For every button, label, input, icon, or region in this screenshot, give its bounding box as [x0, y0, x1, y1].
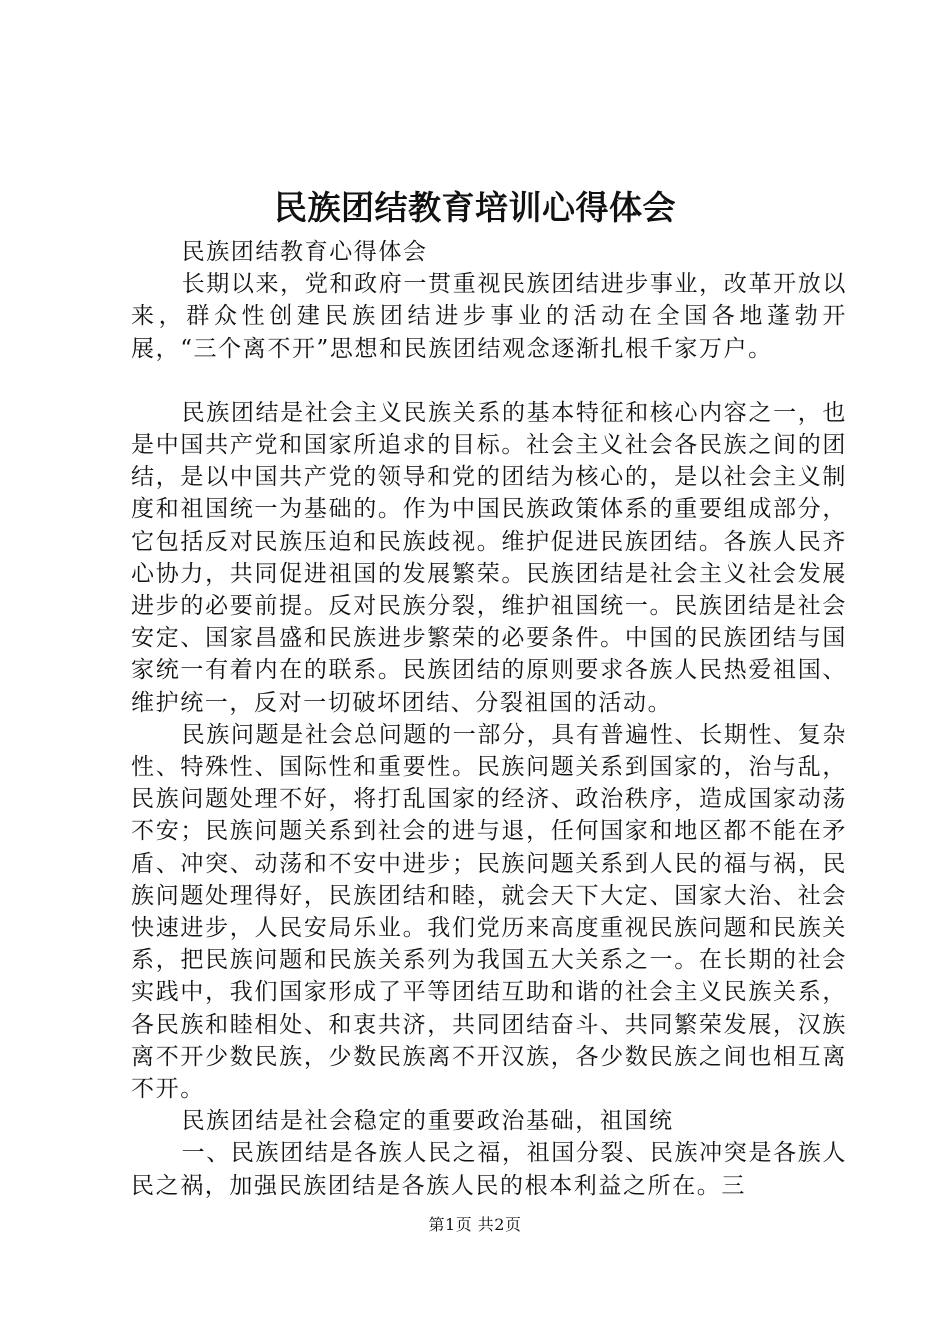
paragraph-ethnic-issues: 民族问题是社会总问题的一部分，具有普遍性、长期性、复杂性、特殊性、国际性和重要性。民族问题关系到国家的，治与乱，民族问题处理不好，将打乱国家的经济、政治秩序，造成国家动荡不安；民族问题关系到社会的进与退，任何国家和地区都不能在矛盾、冲突、动荡和不安中进步；民族问题关系到人民的福与祸，民族问题处理得好，民族团结和睦，就会天下大定、国家大治、社会快速进步，人民安局乐业。我们党历来高度重视民族问题和民族关系，把民族问题和民族关系列为我国五大关系之一。在长期的社会实践中，我们国家形成了平等团结互助和谐的社会主义民族关系，各民族和睦相处、和衷共济，共同团结奋斗、共同繁荣发展，汉族离不开少数民族，少数民族离不开汉族，各少数民族之间也相互离不开。 [131, 721, 847, 1103]
document-body [131, 236, 847, 1202]
paragraph-section-one: 一、民族团结是各族人民之福，祖国分裂、民族冲突是各族人民之祸，加强民族团结是各族人民的根本利益之所在。三 [131, 1140, 847, 1199]
page-footer: 第1页 共2页 [428, 1215, 522, 1234]
paragraph-stability: 民族团结是社会稳定的重要政治基础，祖国统 [181, 1108, 674, 1135]
paragraph-intro: 长期以来，党和政府一贯重视民族团结进步事业，改革开放以来，群众性创建民族团结进步事业的活动在全国各地蓬勃开展，“三个离不开”思想和民族团结观念逐渐扎根千家万户。 [131, 271, 847, 362]
document-title: 民族团结教育培训心得体会 [274, 188, 676, 227]
paragraph-unity-definition: 民族团结是社会主义民族关系的基本特征和核心内容之一，也是中国共产党和国家所追求的目标。社会主义社会各民族之间的团结，是以中国共产党的领导和党的团结为核心的，是以社会主义制度和祖国统一为基础的。作为中国民族政策体系的重要组成部分，它包括反对民族压迫和民族歧视。维护促进民族团结。各族人民齐心协力，共同促进祖国的发展繁荣。民族团结是社会主义社会发展进步的必要前提。反对民族分裂，维护祖国统一。民族团结是社会安定、国家昌盛和民族进步繁荣的必要条件。中国的民族团结与国家统一有着内在的联系。民族团结的原则要求各族人民热爱祖国、维护统一，反对一切破坏团结、分裂祖国的活动。 [131, 399, 847, 716]
paragraph-subtitle: 民族团结教育心得体会 [181, 239, 428, 265]
